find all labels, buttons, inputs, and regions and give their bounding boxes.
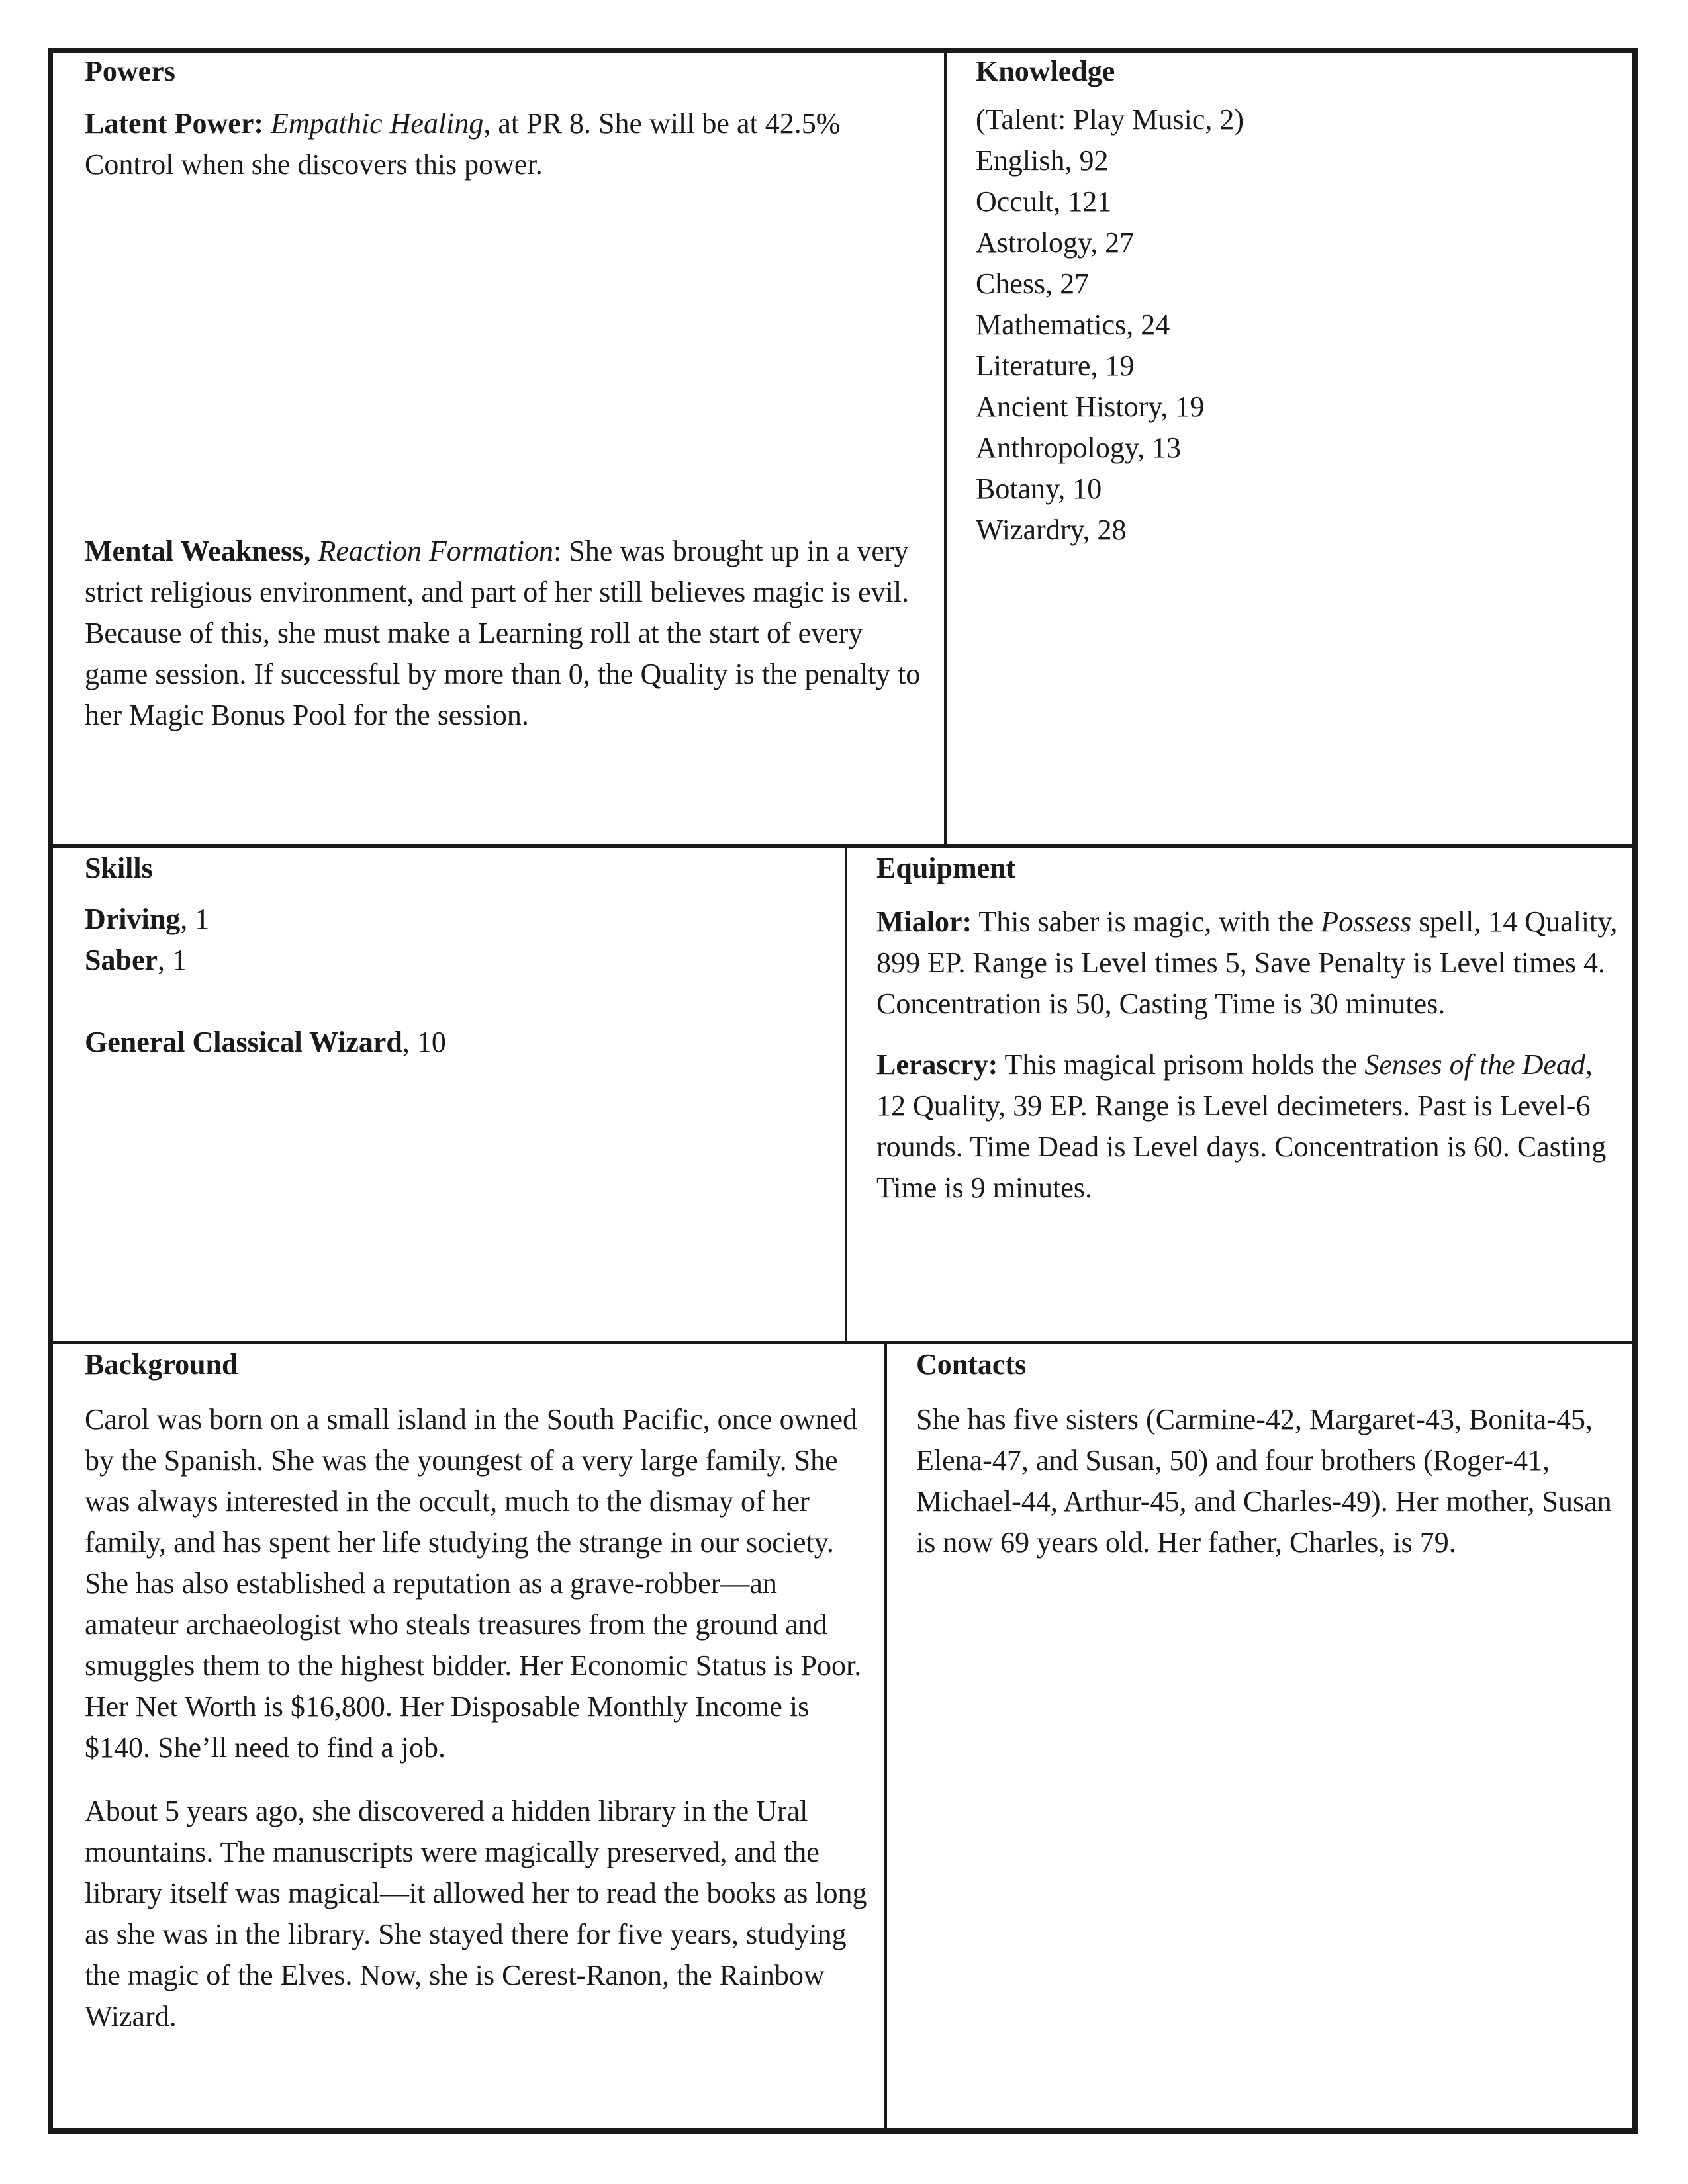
knowledge-item: Chess, 27 [976,267,1090,300]
equipment-spell-name: Possess [1321,905,1412,938]
skill-driving [85,899,833,940]
skill-name: Driving [85,903,181,935]
knowledge-item: Literature, 19 [976,349,1135,382]
knowledge-item: Botany, 10 [976,473,1102,505]
powers-section [85,53,932,841]
skill-value: , 1 [180,903,210,935]
background-heading: Background [85,1348,238,1381]
knowledge-list [976,99,1624,551]
skill-value: , 1 [158,944,187,976]
latent-power-name: Empathic Healing [271,107,484,140]
knowledge-item: Astrology, 27 [976,226,1135,259]
skill-saber [85,940,833,981]
knowledge-item: Mathematics, 24 [976,308,1170,341]
knowledge-section [976,53,1624,841]
knowledge-heading: Knowledge [976,55,1115,87]
skills-heading: Skills [85,852,153,884]
equipment-item-text: , 12 Quality, 39 EP. Range is Level decimeters. Past is Level-6 rounds. Time Dead is Level days. Concentration is 60. Casting Time is 9 minutes. [876,1048,1607,1204]
skill-name: Saber [85,944,158,976]
contacts-paragraph: She has five sisters (Carmine-42, Margaret-43, Bonita-45, Elena-47, and Susan, 50) and four brothers (Roger-41, Michael-44, Arthur-45, and Charles-49). Her mother, Susan is now 69 years old. Her father, Charles, is 79. [916,1403,1612,1559]
equipment-item-text: This magical prisom holds the [998,1048,1365,1081]
mental-weakness-label: Mental Weakness, [85,535,311,567]
knowledge-item: Wizardry, 28 [976,514,1127,546]
background-section [85,1346,872,2127]
equipment-item-name: Lerascry: [876,1048,998,1081]
equipment-heading: Equipment [876,852,1016,884]
knowledge-item: English, 92 [976,144,1109,177]
knowledge-item: Ancient History, 19 [976,390,1205,423]
equipment-item-name: Mialor: [876,905,972,938]
contacts-section [916,1346,1624,2127]
background-contacts-divider [884,1342,887,2134]
knowledge-item: Occult, 121 [976,185,1112,218]
contacts-heading: Contacts [916,1348,1027,1381]
latent-power-label: Latent Power: [85,107,264,140]
equipment-item-text: spell, 14 Quality, 899 EP. Range is Level times 5, Save Penalty is Level times 4. Concentration is 50, Casting Time is 30 minutes. [876,905,1618,1020]
latent-power [85,103,932,185]
skills-equipment-divider [845,846,847,1342]
row2-divider [53,1341,1632,1344]
powers-knowledge-divider [944,53,947,846]
latent-power-text: , at PR 8. She will be at 42.5% Control when she discovers this power. [85,107,841,181]
knowledge-item: Anthropology, 13 [976,432,1182,464]
equipment-section [876,850,1624,1338]
equipment-mialor [876,901,1624,1024]
mental-weakness-text: : She was brought up in a very strict religious environment, and part of her still believes magic is evil. Because of this, she must make a Learning roll at the start of every game session. If successful by more than 0, the Quality is the penalty to her Magic Bonus Pool for the session. [85,535,921,731]
equipment-item-text: This saber is magic, with the [972,905,1321,938]
mental-weakness-name: Reaction Formation [318,535,554,567]
character-sheet [48,48,1638,2134]
skill-value: , 10 [402,1026,446,1058]
skill-name: General Classical Wizard [85,1026,402,1058]
background-paragraph: About 5 years ago, she discovered a hidden library in the Ural mountains. The manuscripts were magically preserved, and the library itself was magical—it allowed her to read the books as long as she was in the library. She stayed there for five years, studying the magic of the Elves. Now, she is Cerest-Ranon, the Rainbow Wizard. [85,1795,867,2032]
powers-heading: Powers [85,55,175,87]
equipment-lerascry [876,1044,1624,1208]
equipment-spell-name: Senses of the Dead [1364,1048,1585,1081]
background-paragraph: Carol was born on a small island in the South Pacific, once owned by the Spanish. She was the youngest of a very large family. She was always interested in the occult, much to the dismay of her family, and has spent her life studying the strange in our society. She has also established a reputation as a grave-robber—an amateur archaeologist who steals treasures from the ground and smuggles them to the highest bidder. Her Economic Status is Poor. Her Net Worth is $16,800. Her Disposable Monthly Income is $140. She’ll need to find a job. [85,1403,862,1764]
row1-divider [53,844,1632,848]
mental-weakness [85,531,932,736]
skill-general-classical-wizard [85,1022,833,1063]
skills-section [85,850,833,1338]
knowledge-item: (Talent: Play Music, 2) [976,103,1244,136]
